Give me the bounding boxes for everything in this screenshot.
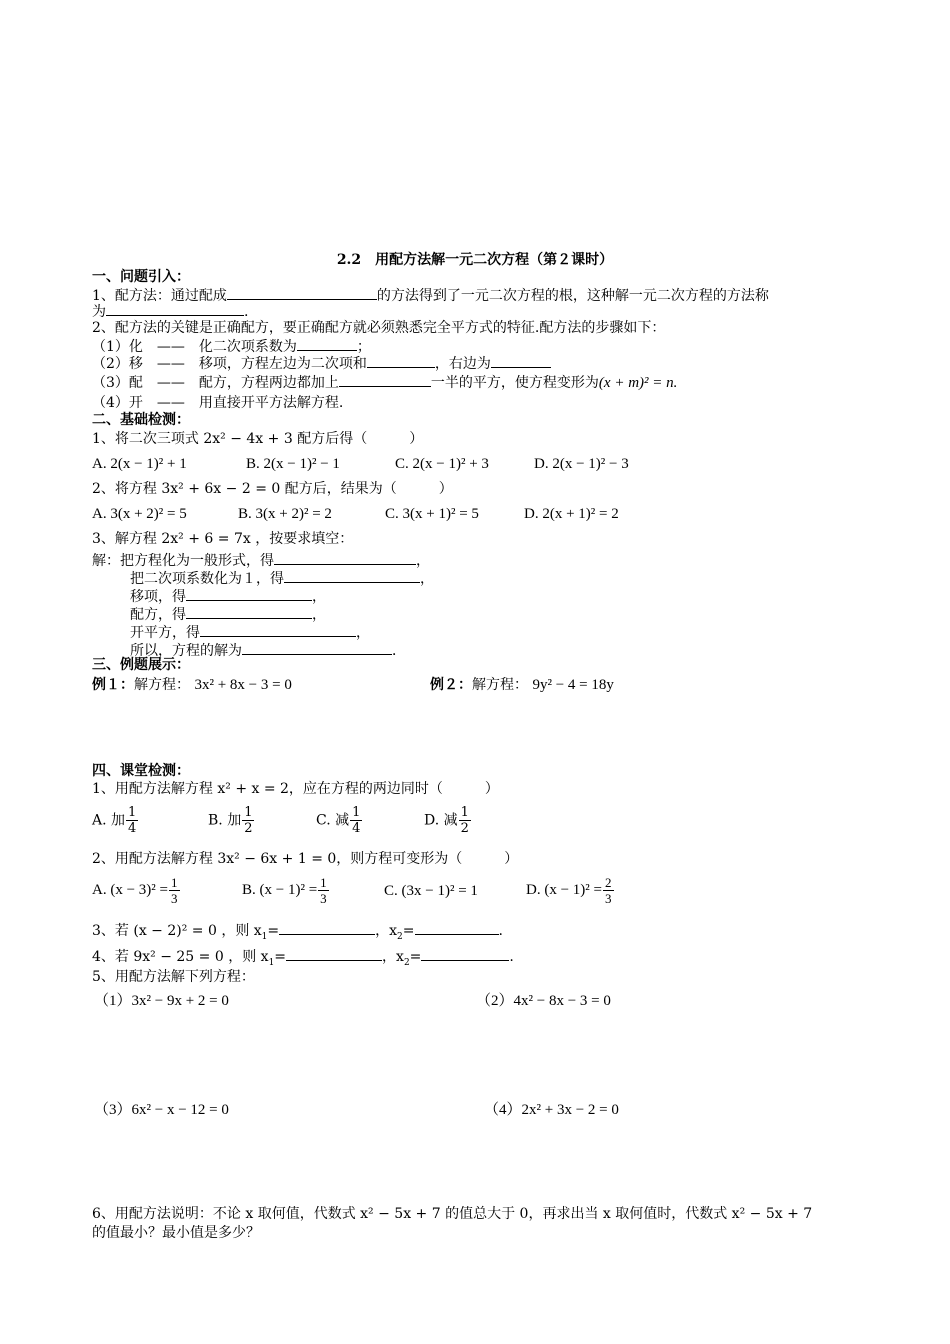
s4-q2-optD	[526, 875, 615, 906]
q4-eq2: =	[409, 949, 422, 965]
s4-q5-part3: （3）6x² − x − 12 = 0	[94, 1102, 229, 1118]
q3-step3-end: ，	[312, 589, 326, 605]
frac-den: 2	[460, 821, 469, 836]
step2-text: （2）移 —— 移项，方程左边为二次项和	[92, 356, 367, 372]
s4-q2-optB	[242, 875, 330, 906]
blank-10[interactable]	[186, 604, 312, 619]
q3-step1-end: ，	[416, 553, 430, 569]
s4-q2-optC: C. (3x − 1)² = 1	[384, 883, 478, 899]
optC-fraction	[350, 805, 362, 836]
s4-q5-part1: （1）3x² − 9x + 2 = 0	[94, 993, 229, 1009]
step3-text: （3）配 —— 配方，方程两边都加上	[92, 375, 339, 391]
blank-5[interactable]	[491, 353, 551, 368]
s4-q1-optC	[316, 805, 363, 836]
q2optA-fraction	[169, 875, 180, 906]
s4-q5-part2: （2）4x² − 8x − 3 = 0	[476, 993, 611, 1009]
blank-15[interactable]	[286, 946, 382, 961]
s2-q2-optC: C. 3(x + 1)² = 5	[385, 506, 479, 522]
optA-fraction	[126, 805, 138, 836]
s1-l1c: 为	[92, 304, 106, 320]
q3-step1-text: 解：把方程化为一般形式，得	[92, 553, 274, 569]
blank-16[interactable]	[421, 946, 509, 961]
s4-q6: 6、用配方法说明：不论 x 取何值，代数式 x² − 5x + 7 的值总大于 0，再求出当 x 取何值时，代数式 x² − 5x + 7	[92, 1206, 813, 1222]
blank-13[interactable]	[279, 920, 375, 935]
s1-line2: 2、配方法的关键是正确配方，要正确配方就必须熟悉完全平方式的特征.配方法的步骤如下：	[92, 320, 666, 336]
frac-den: 2	[244, 821, 253, 836]
step1-end: ；	[356, 339, 371, 355]
ex1-label: 例１：	[92, 677, 134, 693]
s4-q1-optB	[208, 805, 255, 836]
blank-6[interactable]	[339, 372, 431, 387]
s1-l1d: .	[244, 304, 249, 320]
s2-q2-optA: A. 3(x + 2)² = 5	[92, 506, 187, 522]
s2-q3: 3、解方程 2x² + 6 = 7x ，按要求填空：	[92, 531, 354, 547]
q3-step5-text: 开平方，得	[130, 625, 200, 641]
s2-q3-step5	[130, 622, 370, 642]
frac-num: 1	[352, 805, 361, 820]
blank-11[interactable]	[200, 622, 356, 637]
frac-den: 4	[128, 821, 137, 836]
q3-end: .	[498, 923, 503, 939]
optC-label: C. 减	[316, 812, 350, 829]
s2-q1-optD: D. 2(x − 1)² − 3	[534, 456, 629, 472]
optD-label: D. 减	[424, 812, 458, 829]
q4-end: .	[509, 949, 514, 965]
s2-q1-optA: A. 2(x − 1)² + 1	[92, 456, 187, 472]
q2optA-label: A. (x − 3)² =	[92, 881, 168, 898]
step3-formula: (x + m)² = n.	[598, 375, 678, 391]
step2-mid: ，右边为	[434, 356, 491, 372]
frac-num: 1	[128, 805, 137, 820]
s2-q3-step3	[130, 586, 326, 606]
s2-q1: 1、将二次三项式 2x² − 4x + 3 配方后得（ ）	[92, 431, 424, 447]
section2-heading: 二、基础检测：	[92, 412, 190, 428]
q4-sub1: 1	[268, 957, 275, 968]
s4-q2: 2、用配方法解方程 3x² − 6x + 1 = 0，则方程可变形为（ ）	[92, 851, 519, 867]
s4-q5: 5、用配方法解下列方程：	[92, 969, 255, 985]
q3-step6-text: 所以，方程的解为	[130, 643, 242, 659]
q3-text-c: ，x	[375, 923, 398, 939]
q3-step5-end: ，	[356, 625, 370, 641]
optB-fraction	[242, 805, 254, 836]
q3-sub2: 2	[397, 931, 403, 942]
s2-q1-optC: C. 2(x − 1)² + 3	[395, 456, 489, 472]
blank-12[interactable]	[242, 640, 392, 655]
frac-num: 1	[460, 805, 469, 820]
s4-q5-part4: （4）2x² + 3x − 2 = 0	[484, 1102, 619, 1118]
q4-text-a: 4、若 9x² − 25 = 0 ，则 x	[92, 949, 269, 965]
s4-q6-cont: 的值最小？最小值是多少？	[92, 1225, 260, 1241]
s4-q2-optA	[92, 875, 181, 906]
blank-9[interactable]	[186, 586, 312, 601]
blank-4[interactable]	[367, 353, 435, 368]
q3-step3-text: 移项，得	[130, 589, 186, 605]
q3-eq1: =	[267, 923, 280, 939]
q3-step6-end: ．	[392, 643, 406, 659]
s1-step3	[92, 372, 677, 392]
s1-l1a: 1、配方法：通过配成	[92, 288, 227, 304]
s2-q3-step2	[130, 568, 434, 588]
blank-14[interactable]	[415, 920, 499, 935]
q2optD-label: D. (x − 1)² =	[526, 881, 602, 898]
s1-line1-cont	[92, 301, 248, 321]
s2-q2-optB: B. 3(x + 2)² = 2	[238, 506, 332, 522]
section1-heading: 一、问题引入：	[92, 269, 190, 285]
q3-eq2: =	[402, 923, 415, 939]
q3-step4-text: 配方，得	[130, 607, 186, 623]
q4-eq1: =	[274, 949, 287, 965]
frac-den: 3	[320, 891, 327, 906]
q3-step2-end: ，	[420, 571, 434, 587]
ex1-equation: 3x² + 8x − 3 = 0	[194, 677, 292, 693]
blank-2[interactable]	[106, 301, 244, 316]
q4-text-b: ，x	[382, 949, 404, 965]
s4-q1: 1、用配方法解方程 x² + x = 2，应在方程的两边同时（ ）	[92, 781, 499, 797]
frac-den: 4	[352, 821, 361, 836]
blank-7[interactable]	[274, 550, 416, 565]
frac-den: 3	[171, 891, 178, 906]
s1-l1b: 的方法得到了一元二次方程的根，这种解一元二次方程的方法称	[376, 288, 769, 304]
q3-step4-end: ，	[312, 607, 326, 623]
s2-q3-step4	[130, 604, 326, 624]
step3-mid: 一半的平方，使方程变形为	[430, 375, 599, 391]
q3-sub1: 1	[261, 931, 268, 942]
s1-step2	[92, 353, 551, 373]
optD-fraction	[459, 805, 471, 836]
ex2-text: 解方程：	[472, 677, 528, 693]
frac-num: 1	[171, 875, 178, 890]
frac-den: 3	[605, 891, 612, 906]
q2optB-label: B. (x − 1)² =	[242, 881, 318, 898]
optB-label: B. 加	[208, 812, 242, 829]
s4-q1-optD	[424, 805, 472, 836]
example-2	[430, 676, 614, 694]
example-1	[92, 676, 292, 694]
s2-q2-optD: D. 2(x + 1)² = 2	[524, 506, 619, 522]
s2-q1-optB: B. 2(x − 1)² − 1	[246, 456, 340, 472]
q2optD-fraction	[603, 875, 614, 906]
q2optB-fraction	[318, 875, 329, 906]
q4-sub2: 2	[403, 957, 410, 968]
section4-heading: 四、课堂检测：	[92, 763, 190, 779]
s2-q2: 2、将方程 3x² + 6x − 2 = 0 配方后，结果为（ ）	[92, 481, 453, 497]
ex1-text: 解方程：	[134, 677, 190, 693]
q3-step2-text: 把二次项系数化为１，得	[130, 571, 284, 587]
step1-text: （1）化 —— 化二次项系数为	[92, 339, 297, 355]
ex2-label: 例２：	[430, 677, 472, 693]
optA-label: A. 加	[92, 812, 126, 829]
s4-q1-optA	[92, 805, 139, 836]
frac-num: 2	[605, 875, 612, 890]
frac-num: 1	[320, 875, 327, 890]
s2-q3-step1	[92, 550, 430, 570]
blank-1[interactable]	[227, 285, 377, 300]
ex2-equation: 9y² − 4 = 18y	[532, 677, 614, 693]
s4-q3	[92, 920, 503, 946]
q3-text-a: 3、若 (x − 2)² = 0 ，则 x	[92, 923, 262, 939]
s1-step4: （4）开 —— 用直接开平方法解方程.	[92, 395, 344, 411]
blank-8[interactable]	[284, 568, 420, 583]
page-title: 2.2 用配方法解一元二次方程（第２课时）	[336, 252, 614, 268]
frac-num: 1	[244, 805, 253, 820]
section3-heading: 三、例题展示：	[92, 657, 190, 673]
blank-3[interactable]	[297, 336, 357, 351]
